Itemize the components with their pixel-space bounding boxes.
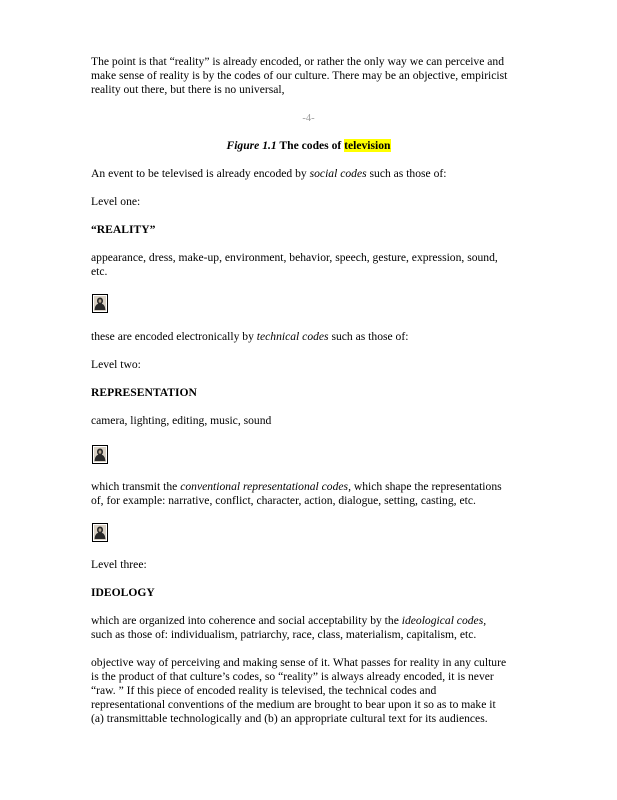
ideological-line-2: such as those of: individualism, patriarchy, race, class, materialism, capitalism, etc. [91,628,477,641]
technical-line [91,330,531,344]
closing-line-5: (a) transmittable technologically and (b) an appropriate cultural text for its audiences. [91,712,488,725]
event-text-end: such as those of: [366,167,447,180]
level-one-label: Level one: [91,195,141,208]
portrait-image-icon [92,445,108,464]
technical-text-end: such as those of: [328,330,409,343]
technical-text: these are encoded electronically by [91,330,257,343]
search-highlight: television [344,139,391,152]
conventional-text-end: , which shape the representations [348,480,502,493]
intro-line-1: The point is that “reality” is already encoded, or rather the only way we can perceive and [91,55,505,68]
level-two-line: camera, lighting, editing, music, sound [91,414,272,427]
ideological-text: which are organized into coherence and social acceptability by the [91,614,402,627]
page-number: -4- [302,113,315,124]
intro-line-2: make sense of reality is by the codes of our culture. There may be an objective, empiricist [91,69,508,82]
closing-line-4: representational conventions of the medium are brought to bear upon it so as to make it [91,698,496,711]
intro-line-3: reality out there, but there is no universal, [91,83,285,96]
figure-caption [0,139,617,153]
closing-line-3: “raw. ” If this piece of encoded reality is televised, the technical codes and [91,684,437,697]
conventional-line-2: of, for example: narrative, conflict, character, action, dialogue, setting, casting, etc. [91,494,476,507]
event-line [91,167,531,181]
portrait-image-icon [92,294,108,313]
level-one-line-2: etc. [91,265,108,278]
closing-line-2: is the product of that culture’s codes, so “reality” is always already encoded, it is never [91,670,494,683]
conventional-line-1 [91,480,531,494]
level-two-heading: REPRESENTATION [91,386,197,399]
ideological-line-1 [91,614,531,628]
portrait-image-icon [92,523,108,542]
figure-label: Figure 1.1 [226,139,277,152]
conventional-text: which transmit the [91,480,181,493]
level-two-label: Level two: [91,358,141,371]
level-one-line-1: appearance, dress, make-up, environment, behavior, speech, gesture, expression, sound, [91,251,498,264]
level-three-label: Level three: [91,558,147,571]
level-one-heading: “REALITY” [91,223,156,236]
closing-line-1: objective way of perceiving and making sense of it. What passes for reality in any culture [91,656,507,669]
event-text: An event to be televised is already encoded by [91,167,310,180]
ideological-emphasis: ideological codes, [401,614,487,627]
figure-title-text: The codes of [276,139,345,152]
event-emphasis: social codes [309,167,367,180]
technical-emphasis: technical codes [256,330,329,343]
conventional-emphasis: conventional representational codes [180,480,349,493]
level-three-heading: IDEOLOGY [91,586,155,599]
